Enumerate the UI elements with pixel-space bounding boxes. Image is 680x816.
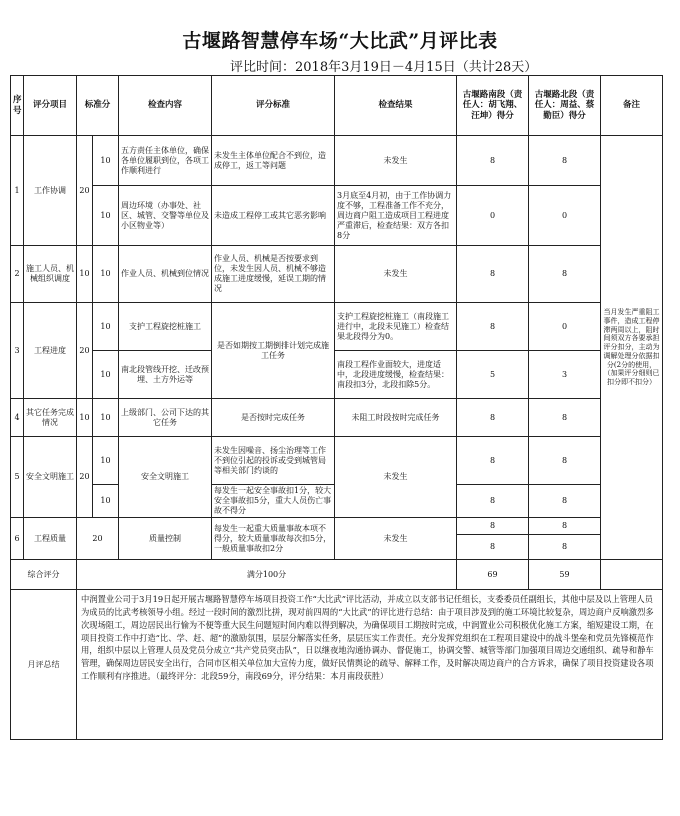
row-content: 上级部门、公司下达的其它任务 [119, 399, 212, 437]
row-criteria: 每发生一起安全事故扣1分，较大安全事故扣5分，重大人员伤亡事故不得分 [212, 485, 335, 518]
row-result: 未阻工时段按时完成任务 [335, 399, 457, 437]
col-header-no: 序号 [11, 76, 24, 136]
row-north-score: 8 [529, 246, 601, 303]
col-header-result: 检查结果 [335, 76, 457, 136]
row-std: 10 [93, 485, 119, 518]
row-no: 5 [11, 437, 24, 518]
row-result: 未发生 [335, 518, 457, 560]
row-result: 南段工程作业面较大，进度适中，北段进度缓慢，检查结果：南段扣3分，北段扣除5分。 [335, 351, 457, 399]
row-south-score: 8 [457, 518, 529, 535]
row-no: 6 [11, 518, 24, 560]
total-row [11, 560, 663, 590]
summary-text: 中润置业公司于3月19日起开展古堰路智慧停车场项目投资工作“大比武”评比活动，并成立以支部书记任组长，支委委员任副组长，其他中层及以上管理人员为成员的比武考核领导小组。经过一段时间的激烈比拼，现对前四周的“大比武”的评比进行总结：由于项目涉及到的施工环境比较复杂，周边商户反响激烈多次现场阻工，周边居民出行愉为不便等重大民生问题短时间内难以得到解决，为确保项目工期按时完成，中润置业公司积极优化施工方案，缩短建设工期，在项目投资工作中打造“比、学、赶、超”的激励氛围，层层分解落实任务，层层压实工作责任。充分发挥党组织在工程项目建设中的战斗堡垒和党员先锋模范作用，组织中层以上管理人员及党员分成立“共产党员突击队”，日以继夜地沟通协调办、督促施工，协调交警、城管等部门加强项目周边交通组织、疏导和静车管理，确保周边居民安全出行，合同市区相关单位加大宣传力度，做好民情舆论的疏导、解释工作，及时解决周边商户的合方诉求，确保了项目投资建设各项工作顺利有序推进。（最终评分：北段59分，南段69分，评分结果：本月南段获胜） [77, 590, 663, 740]
total-value: 满分100分 [77, 560, 457, 590]
col-header-north: 古堰路北段（责任人：周益、蔡勤臣）得分 [529, 76, 601, 136]
row-south-score: 8 [457, 303, 529, 351]
row-content: 安全文明施工 [119, 437, 212, 518]
table-row [11, 303, 663, 351]
table-row [11, 246, 663, 303]
row-criteria: 未发生主体单位配合不到位，造成停工，返工等问题 [212, 136, 335, 186]
row-item: 施工人员、机械组织调度 [24, 246, 77, 303]
row-result: 未发生 [335, 246, 457, 303]
row-south-score: 8 [457, 437, 529, 485]
row-item: 其它任务完成情况 [24, 399, 77, 437]
table-row [11, 399, 663, 437]
row-item: 工程质量 [24, 518, 77, 560]
row-item: 工程进度 [24, 303, 77, 399]
row-north-score: 8 [529, 485, 601, 518]
row-north-score: 8 [529, 518, 601, 535]
header-row [11, 76, 663, 136]
summary-row [11, 590, 663, 740]
evaluation-table [10, 75, 663, 740]
row-content: 五方责任主体单位，确保各单位履职到位，各项工作顺利进行 [119, 136, 212, 186]
row-result: 3月底至4月初，由于工作协调力度不够，工程准备工作不充分，周边商户阻工造成项目工程进度严重滞后，检查结果：双方各扣8分 [335, 186, 457, 246]
page-title: 古堰路智慧停车场“大比武”月评比表 [182, 30, 498, 52]
row-no: 4 [11, 399, 24, 437]
row-north-score: 0 [529, 303, 601, 351]
row-result: 支护工程旋挖桩施工（南段施工进行中，北段未见施工）检查结果北段得分为0。 [335, 303, 457, 351]
row-result: 未发生 [335, 437, 457, 518]
row-std: 10 [93, 246, 119, 303]
row-std: 10 [93, 437, 119, 485]
row-south-score: 5 [457, 351, 529, 399]
row-south-score: 8 [457, 136, 529, 186]
note-cell: 当月发生严重阻工事件，造成工程停滞两周以上，阻时间须双方各要承担评分扣分，主动为调解处理分依据扣分(2分的使用，（加果评分细则已扣分即不扣分） [601, 136, 663, 560]
row-std: 10 [93, 136, 119, 186]
table-row [11, 351, 663, 399]
row-south-score: 8 [457, 485, 529, 518]
col-header-south: 古堰路南段（责任人：胡飞翔、汪坤）得分 [457, 76, 529, 136]
table-row [11, 136, 663, 186]
row-content: 支护工程旋挖桩施工 [119, 303, 212, 351]
row-north-score: 8 [529, 136, 601, 186]
table-row [11, 518, 663, 535]
row-north-score: 8 [529, 535, 601, 560]
col-header-content: 检查内容 [119, 76, 212, 136]
row-content: 质量控制 [119, 518, 212, 560]
table-row [11, 186, 663, 246]
row-content: 作业人员、机械到位情况 [119, 246, 212, 303]
row-south-score: 8 [457, 535, 529, 560]
row-criteria: 未造成工程停工或其它恶劣影响 [212, 186, 335, 246]
row-south-score: 8 [457, 246, 529, 303]
row-criteria: 是否按时完成任务 [212, 399, 335, 437]
row-item: 安全文明施工 [24, 437, 77, 518]
row-south-score: 0 [457, 186, 529, 246]
row-north-score: 0 [529, 186, 601, 246]
row-north-score: 8 [529, 399, 601, 437]
row-criteria: 是否如期按工期倒排计划完成施工任务 [212, 303, 335, 399]
row-std: 10 [93, 303, 119, 351]
row-item: 工作协调 [24, 136, 77, 246]
total-north-score: 59 [529, 560, 601, 590]
row-std: 10 [93, 351, 119, 399]
row-std: 10 [93, 186, 119, 246]
col-header-item: 评分项目 [24, 76, 77, 136]
row-no: 1 [11, 136, 24, 246]
row-content: 南北段管线开挖、迁改预埋、土方外运等 [119, 351, 212, 399]
row-total-score: 20 [77, 437, 93, 518]
row-no: 2 [11, 246, 24, 303]
row-result: 未发生 [335, 136, 457, 186]
row-north-score: 3 [529, 351, 601, 399]
table-row [11, 437, 663, 485]
row-total-score: 10 [77, 399, 93, 437]
row-total-score: 20 [77, 303, 93, 399]
total-label: 综合评分 [11, 560, 77, 590]
summary-label: 月评总结 [11, 590, 77, 740]
row-criteria: 未发生因噪音、扬尘治理等工作不到位引起的投诉或受到城管局等相关部门约谈的 [212, 437, 335, 485]
row-criteria: 作业人员、机械是否按要求到位，未发生因人员、机械不够造成施工进度缓慢，延误工期的情况 [212, 246, 335, 303]
row-south-score: 8 [457, 399, 529, 437]
col-header-criteria: 评分标准 [212, 76, 335, 136]
row-total-score: 20 [77, 136, 93, 246]
row-content: 周边环境（办事处、社区、城管、交警等单位及小区物业等） [119, 186, 212, 246]
total-note-cell [601, 560, 663, 590]
col-header-note: 备注 [601, 76, 663, 136]
total-south-score: 69 [457, 560, 529, 590]
row-std: 10 [93, 399, 119, 437]
row-no: 3 [11, 303, 24, 399]
evaluation-period: 评比时间：2018年3月19日－4月15日（共计28天） [230, 60, 538, 75]
row-criteria: 每发生一起重大质量事故本项不得分，较大质量事故每次扣5分，一般质量事故扣2分 [212, 518, 335, 560]
col-header-std: 标准分 [77, 76, 119, 136]
row-total-score: 10 [77, 246, 93, 303]
row-std: 20 [77, 518, 119, 560]
row-north-score: 8 [529, 437, 601, 485]
